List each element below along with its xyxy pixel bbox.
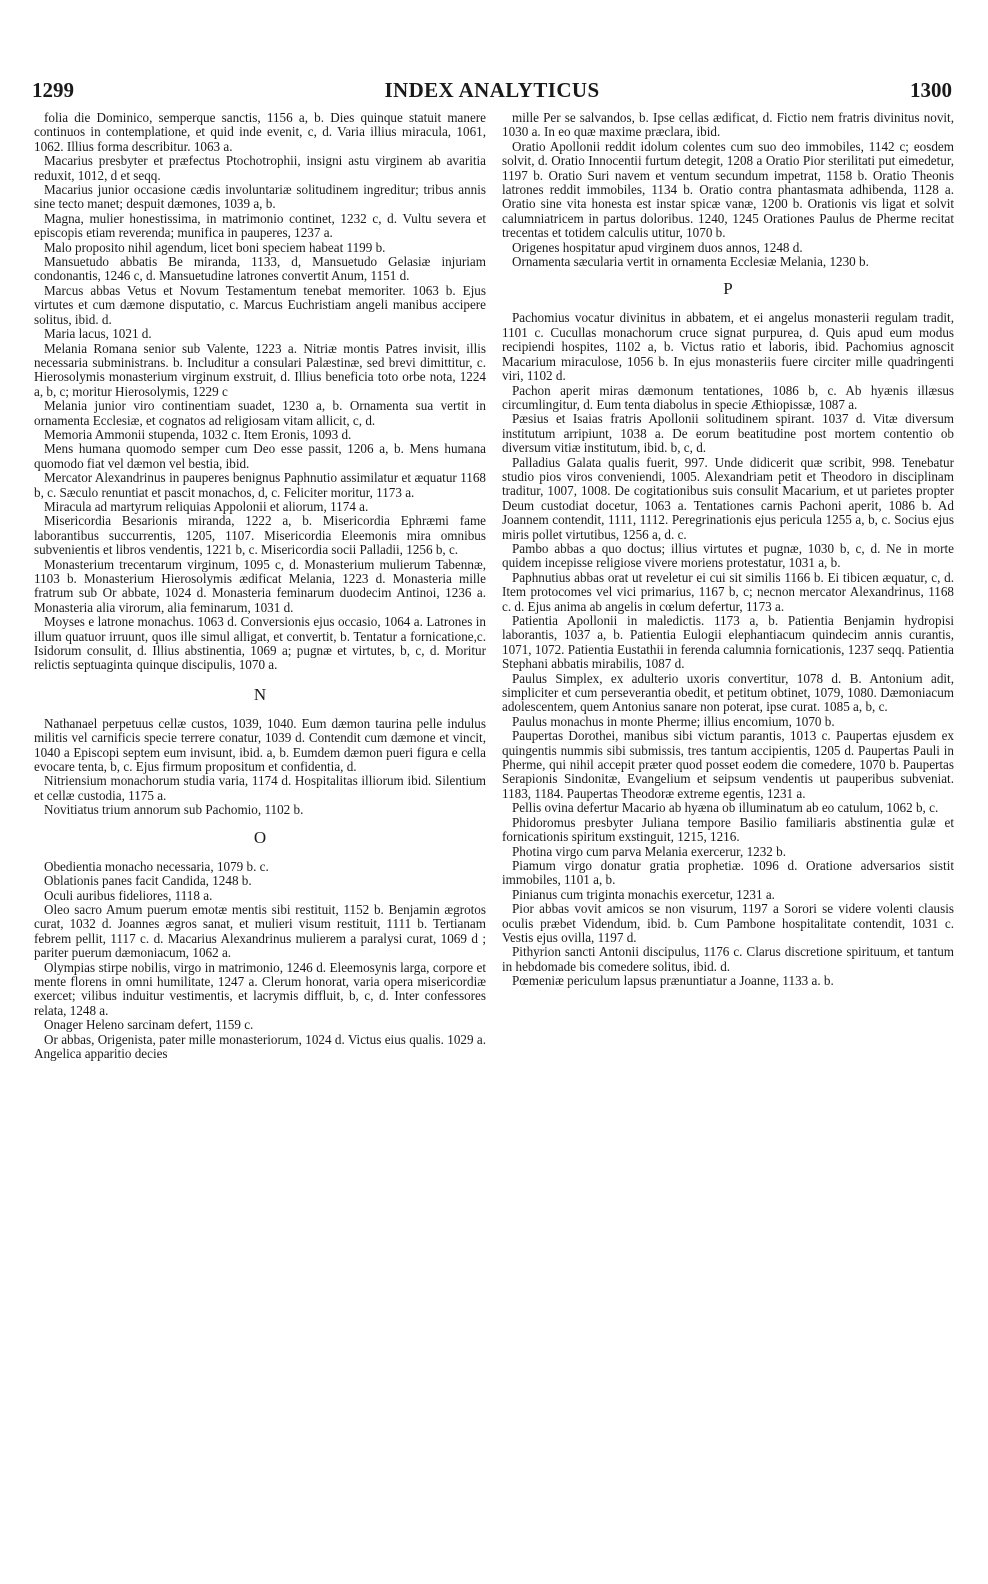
index-entry: Onager Heleno sarcinam defert, 1159 c.	[44, 1017, 254, 1033]
index-entry: Pœmeniæ periculum lapsus prænuntiatur a Joanne, 1133 a. b.	[512, 973, 834, 989]
index-entry: Origenes hospitatur apud virginem duos annos, 1248 d.	[512, 239, 803, 255]
index-entry: Melania junior viro continentiam suadet, 1230 a, b. Ornamenta sua vertit in ornamenta Ecclesiæ, et cognatos ad religiosam vitam allicit, c, d.	[34, 398, 486, 428]
index-entry: Pellis ovina defertur Macario ab hyæna ob illuminatum ab eo catulum, 1062 b, c.	[512, 800, 939, 816]
index-entry: Pambo abbas a quo doctus; illius virtutes et pugnæ, 1030 b, c, d. Ne in morte quidem incepisse religiose vivere moriens protestatur, 1031 a, b.	[502, 540, 954, 571]
index-entry: Maria lacus, 1021 d.	[44, 326, 152, 342]
left-column	[34, 111, 486, 1551]
index-entry: Mercator Alexandrinus in pauperes benignus Paphnutio assimilatur et æquatur 1168 b, c. Sæculo renuntiat et pascit monachos, d, c. Feliciter moritur, 1173 a.	[34, 470, 486, 500]
index-entry: Pinianus cum triginta monachis exercetur, 1231 a.	[512, 886, 775, 902]
page-header	[32, 78, 952, 104]
index-entry: Pæsius et Isaias fratris Apollonii solitudinem spirant. 1037 d. Vitæ diversum institutum arripiunt, 1038 a. De eorum beatitudine post mortem contentio ob diversum vitiæ institutum, ibid. b, c, d.	[502, 411, 954, 456]
index-entry: Oculi auribus fideliores, 1118 a.	[44, 887, 213, 903]
left-page-number: 1299	[32, 78, 74, 102]
index-entry: Malo proposito nihil agendum, licet boni speciem habeat 1199 b.	[44, 239, 386, 255]
index-entry: mille Per se salvandos, b. Ipse cellas ædificat, d. Fictio nem fratris divinitus novit, 1030 a. In eo quæ maxime præclara, ibid.	[502, 111, 954, 140]
index-entry: Ornamenta sæcularia vertit in ornamenta Ecclesiæ Melania, 1230 b.	[512, 254, 869, 270]
left-block-n	[34, 717, 486, 818]
index-entry: Paupertas Dorothei, manibus sibi victum parantis, 1013 c. Paupertas ejusdem ex quingentis nummis sibi submissis, tres tantum accipientis, 1205 d. Paupertas Pauli in Pherme, qui nihil accepit præter quod posset eodem die comedere, 1070 b. Paupertas Serapionis Sindonitæ, Evangelium et seipsum vendentis ut pauperibus subveniat. 1183, 1184. Paupertas Theodoræ extreme egentis, 1231 a.	[502, 728, 954, 801]
index-entry: Novitiatus trium annorum sub Pachomio, 1102 b.	[44, 802, 304, 818]
right-page-number: 1300	[910, 78, 952, 102]
index-entry: Piamum virgo donatur gratia prophetiæ. 1096 d. Oratione adversarios sistit immobiles, 1101 a, b.	[502, 857, 954, 888]
index-entry: Nitriensium monachorum studia varia, 1174 d. Hospitalitas illiorum ibid. Silentium et cellæ custodia, 1175 a.	[34, 773, 486, 803]
index-entry: Memoria Ammonii stupenda, 1032 c. Item Eronis, 1093 d.	[44, 426, 352, 442]
index-entry: Macarius presbyter et præfectus Ptochotrophii, insigni astu virginem ab avaritia reduxit, 1012, d et seqq.	[34, 153, 486, 183]
index-entry: Monasterium trecentarum virginum, 1095 c, d. Monasterium mulierum Tabennæ, 1103 b. Monasterium Hierosolymis ædificat Melania, 1223 d. Monasteria mille fratrum sub Or abbate, 1024 d. Monasteria feminarum duodecim Antinoi, 1236 a. Monasteria alia virorum, alia feminarum, 1031 d.	[34, 556, 486, 615]
index-entry: Misericordia Besarionis miranda, 1222 a, b. Misericordia Ephræmi fame laborantibus succurrentis, 1205, 1107. Misericordia Eleemonis mira omnibus subvenientis et libros vendentis, 1221 b, c. Misericordia socii Palladii, 1256 b, c.	[34, 513, 486, 558]
index-entry: Or abbas, Origenista, pater mille monasteriorum, 1024 d. Victus eius qualis. 1029 a. Angelica apparitio decies	[34, 1031, 486, 1061]
right-block-o	[502, 111, 954, 269]
index-entry: Pachomius vocatur divinitus in abbatem, et ei angelus monasterii regulam tradit, 1101 c. Cucullas monachorum cruce signat purpurea, d. Quis apud eum modus recipiendi hospites, 1102 a, b. Victus ratio et laboris, ibid. Pachomius agnoscit Macarium miraculose, 1056 b. In ejus monasteriis fuere circiter mille quadringenti viri, 1102 d.	[502, 310, 954, 384]
index-entry: Macarius junior occasione cædis involuntariæ solitudinem ingreditur; tribus annis sine tecto manet; despuit dæmones, 1039 a, b.	[34, 182, 486, 212]
index-entry: Oblationis panes facit Candida, 1248 b.	[44, 873, 252, 889]
index-entry: Oleo sacro Amum puerum emotæ mentis sibi restituit, 1152 b. Benjamin ægrotos curat, 1032 d. Joannes ægros sanat, et mulieri visum restituit, 1111 b. Tertianam febrem pellit, 1117 c. d. Macarius Alexandrinus mulierem a paralysi curat, 1069 d ; pariter puerum dæmoniacum, 1062 a.	[34, 901, 486, 961]
index-entry: Oratio Apollonii reddit idolum colentes cum suo deo immobiles, 1142 c; eosdem solvit, d. Oratio Innocentii furtum detegit, 1208 a Oratio Pior sterilitati put eimedetur, 1197 b. Oratio Suri navem et ventum secundum impetrat, 1158 b. Oratio Theonis latrones reddit immobiles, 1134 b. Oratio contra phantasmata adhibenda, 1128 a. Oratio sine vita honesta est instar spicæ vanæ, 1200 b. Orationis vis ligat et solvit calumniatricem in partus doloribus. 1240, 1245 Orationes Paulus de Pherme recitat trecentas et totidem calculis utitur, 1070 b.	[502, 138, 954, 241]
index-entry: Miracula ad martyrum reliquias Appolonii et aliorum, 1174 a.	[44, 498, 369, 514]
section-letter-p: P	[723, 279, 733, 299]
index-entry: Moyses e latrone monachus. 1063 d. Conversionis ejus occasio, 1064 a. Latrones in illum quatuor irruunt, quos ille simul alligat, et convertit, b. Tentatur a fornicatione,c. Isidorum consulit, d. Illius abstinentia, 1069 a; pugnæ et virtutes, b, c, d. Moritur relictis septuaginta quinque discipulis, 1070 a.	[34, 614, 486, 673]
right-block-p	[502, 311, 954, 988]
left-block-m	[34, 111, 486, 673]
index-entry: Pithyrion sancti Antonii discipulus, 1176 c. Clarus discretione spirituum, et tantum in hebdomade bis comedere solitus, ibid. d.	[502, 944, 954, 974]
index-entry: Mens humana quomodo semper cum Deo esse passit, 1206 a, b. Mens humana quomodo fiat vel dæmon vel bestia, ibid.	[34, 441, 486, 471]
index-entry: Photina virgo cum parva Melania exercerur, 1232 b.	[512, 843, 787, 859]
index-entry: Paulus monachus in monte Pherme; illius encomium, 1070 b.	[512, 713, 835, 729]
index-entry: Pior abbas vovit amicos se non visurum, 1197 a Sorori se videre volenti clausis oculis præbet Videndum, ibid. b. Cum Pambone hospitalitate contendit, 1031 c. Vestis ejus ovilla, 1197 d.	[502, 901, 954, 945]
index-entry: Patientia Apollonii in maledictis. 1173 a, b. Patientia Benjamin hydropisi laborantis, 1037 a, b. Patientia Eulogii elephantiacum quindecim annis curantis, 1071, 1072. Patientia Eustathii in ferenda calumnia fornicationis, 1237 seqq. Patientia Stephani abbatis mirabilis, 1087 d.	[502, 613, 954, 672]
index-entry: folia die Dominico, semperque sanctis, 1156 a, b. Dies quinque statuit manere continuos in contemplatione, et quid inde evenit, c, d. Varia illius miracula, 1061, 1062. Illius forma describitur. 1063 a.	[34, 111, 486, 154]
section-letter-o: O	[253, 827, 267, 847]
index-entry: Mansuetudo abbatis Be miranda, 1133, d, Mansuetudo Gelasiæ injuriam condonantis, 1246 c, d. Mansuetudine latrones convertit Anum, 1151 d.	[34, 254, 486, 284]
index-entry: Palladius Galata qualis fuerit, 997. Unde didicerit quæ scribit, 998. Tenebatur studio pios viros conveniendi, 1005. Alexandriam petit et Theodoro in disciplinam traditur, 1007, 1008. De cogitationibus suis consulit Macarium, et ut parietes propter Deum custodiat docetur, 1063 a. Tentationes carnis Pachoni aperit, 1086 b. Ad Joannem contendit, 1111, 1112. Peregrinationis ejus pericula 1255 a, b, c. Socius ejus miris pollet virtutibus, 1256 a, d. c.	[502, 454, 954, 542]
index-entry: Paulus Simplex, ex adulterio uxoris convertitur, 1078 d. B. Antonium adit, simpliciter et cum perseverantia obedit, et petitum obtinet, 1079, 1080. Dæmoniacum adolescentem, quem Antonius sanare non poterat, ipse curat. 1085 a, b, c.	[502, 670, 954, 715]
index-entry: Phidoromus presbyter Juliana tempore Basilio familiaris abstinentia gulæ et fornicationis spiritum exstinguit, 1215, 1216.	[502, 814, 954, 845]
section-letter-n: N	[253, 684, 267, 704]
index-entry: Marcus abbas Vetus et Novum Testamentum tenebat memoriter. 1063 b. Ejus virtutes et cum dæmone disputatio, c. Marcus Euchristiam angeli manibus accipere solitus, ibid. d.	[34, 282, 486, 327]
index-entry: Magna, mulier honestissima, in matrimonio continet, 1232 c, d. Vultu severa et episcopis etiam reverenda; munifica in pauperes, 1237 a.	[34, 210, 486, 241]
index-entry: Pachon aperit miras dæmonum tentationes, 1086 b, c. Ab hyænis illæsus circumlingitur, d. Eum tenta diabolus in specie Æthiopissæ, 1087 a.	[502, 382, 954, 412]
index-entry: Melania Romana senior sub Valente, 1223 a. Nitriæ montis Patres invisit, illis necessaria subministrans. b. Includitur a consulari Palæstinæ, sed brevi dimittitur, c. Hierosolymis monasterium virginum exstruit, d. Illius beneficia toto orbe nota, 1224 a, b, c; moritur Hierosolymis, 1229 c	[34, 340, 486, 399]
running-title: INDEX ANALYTICUS	[384, 78, 600, 102]
right-column	[502, 111, 954, 1551]
index-entry: Paphnutius abbas orat ut reveletur ei cui sit similis 1166 b. Ei tibicen æquatur, c, d. Item protocomes vel vici primarius, 1167 b, c; necnon mercator Alexandrinus, 1168 c. d. Ejus anima ab angelis in cœlum defertur, 1173 a.	[502, 569, 954, 614]
index-entry: Olympias stirpe nobilis, virgo in matrimonio, 1246 d. Eleemosynis larga, corpore et mente florens in omni humilitate, 1247 a. Clerum honorat, varia opera misericordiæ exercet; vilibus induitur vestimentis, et lacrymis diffluit, b, c, d. Inter confessores relata, 1248 a.	[34, 959, 486, 1018]
index-entry: Nathanael perpetuus cellæ custos, 1039, 1040. Eum dæmon taurina pelle indulus militis vel carnificis specie terrere conatur, 1039 d. Contendit cum dæmone et vincit, 1040 a Episcopi septem eum invisunt, ibid. a, b. Eumdem dæmon pueri figura e cella evocare tenta, b, c. Ejus firmum propositum et confidentia, d.	[34, 715, 486, 775]
index-entry: Obedientia monacho necessaria, 1079 b. c.	[44, 858, 269, 874]
left-block-o	[34, 860, 486, 1062]
